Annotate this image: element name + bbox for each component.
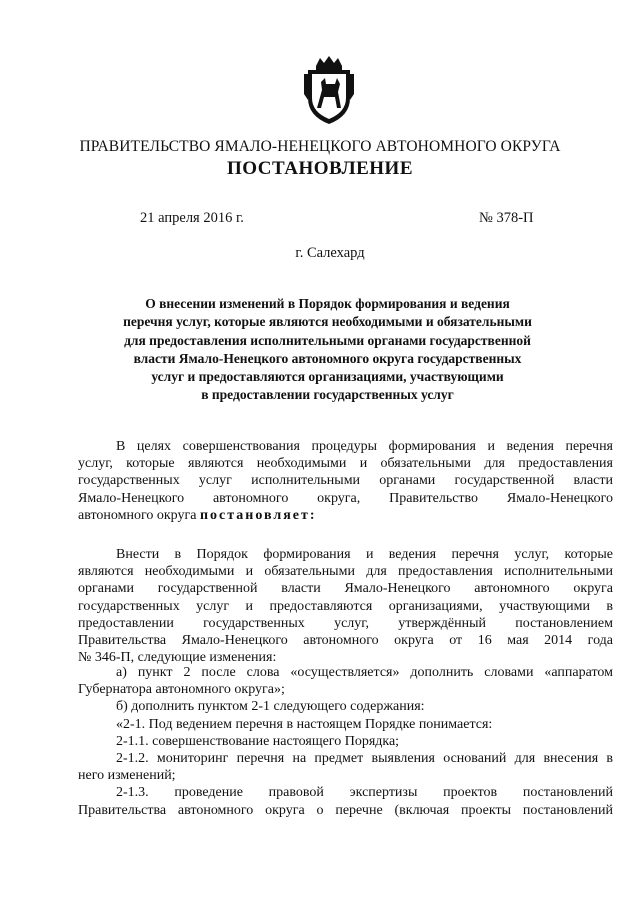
item-line: Правительства автономного округа о перечне (включая проекты постановлений	[78, 802, 613, 818]
title-line: перечня услуг, которые являются необходимыми и обязательными	[123, 314, 532, 330]
preamble-line: В целях совершенствования процедуры формирования и ведения перечня	[116, 439, 613, 454]
body-paragraph	[78, 546, 613, 666]
preamble-line: государственных услуг исполнительными органами государственной власти	[78, 473, 613, 489]
item-line: а) пункт 2 после слова «осуществляется» дополнить словами «аппаратом	[116, 665, 613, 680]
body-line: Внести в Порядок формирования и ведения перечня услуг, которые	[116, 547, 613, 562]
preamble-paragraph	[78, 438, 613, 524]
document-city: г. Салехард	[295, 245, 365, 261]
body-line: Правительства Ямало-Ненецкого автономного округа от 16 мая 2014 года	[78, 633, 613, 649]
body-line: № 346-П, следующие изменения:	[78, 650, 277, 666]
preamble-last-line	[78, 507, 613, 524]
body-line: органами государственной власти Ямало-Ненецкого автономного округа	[78, 581, 613, 597]
document-date: 21 апреля 2016 г.	[140, 210, 244, 226]
body-line: предоставлении государственных услуг, утверждённый постановлением	[78, 615, 613, 631]
coat-of-arms-emblem	[302, 54, 356, 126]
item-line: 2-1.2. мониторинг перечня на предмет выявления оснований для внесения в	[116, 751, 613, 767]
item-line: Губернатора автономного округа»;	[78, 682, 285, 698]
preamble-line: Ямало-Ненецкого автономного округа, Правительство Ямало-Ненецкого	[78, 490, 613, 506]
amendment-items	[78, 664, 613, 819]
government-name: ПРАВИТЕЛЬСТВО ЯМАЛО-НЕНЕЦКОГО АВТОНОМНОГО ОКРУГА	[79, 138, 561, 155]
item-line: б) дополнить пунктом 2-1 следующего содержания:	[116, 699, 425, 715]
resolves-word: постановляет:	[199, 507, 317, 523]
document-number: № 378-П	[479, 210, 534, 226]
title-line: услуг и предоставляются организациями, участвующими	[151, 369, 504, 385]
title-line: в предоставлении государственных услуг	[201, 387, 454, 403]
item-line: него изменений;	[78, 768, 176, 784]
document-title	[100, 295, 555, 405]
item-line: 2-1.3. проведение правовой экспертизы проектов постановлений	[116, 785, 613, 801]
title-line: О внесении изменений в Порядок формирования и ведения	[145, 296, 510, 311]
item-line: «2-1. Под ведением перечня в настоящем Порядке понимается:	[116, 716, 493, 732]
body-line: государственных услуг и предоставляются организациями, участвующими в	[78, 598, 613, 614]
item-line: 2-1.1. совершенствование настоящего Порядка;	[116, 733, 400, 749]
preamble-line-start: автономного округа	[78, 507, 200, 523]
body-line: являются необходимыми и обязательными для предоставления исполнительными	[78, 564, 613, 580]
title-line: власти Ямало-Ненецкого автономного округа государственных	[133, 350, 522, 366]
title-line: для предоставления исполнительными органами государственной	[124, 332, 531, 348]
preamble-line: услуг, которые являются необходимыми и обязательными для предоставления	[78, 456, 613, 472]
document-type: ПОСТАНОВЛЕНИЕ	[226, 158, 414, 179]
